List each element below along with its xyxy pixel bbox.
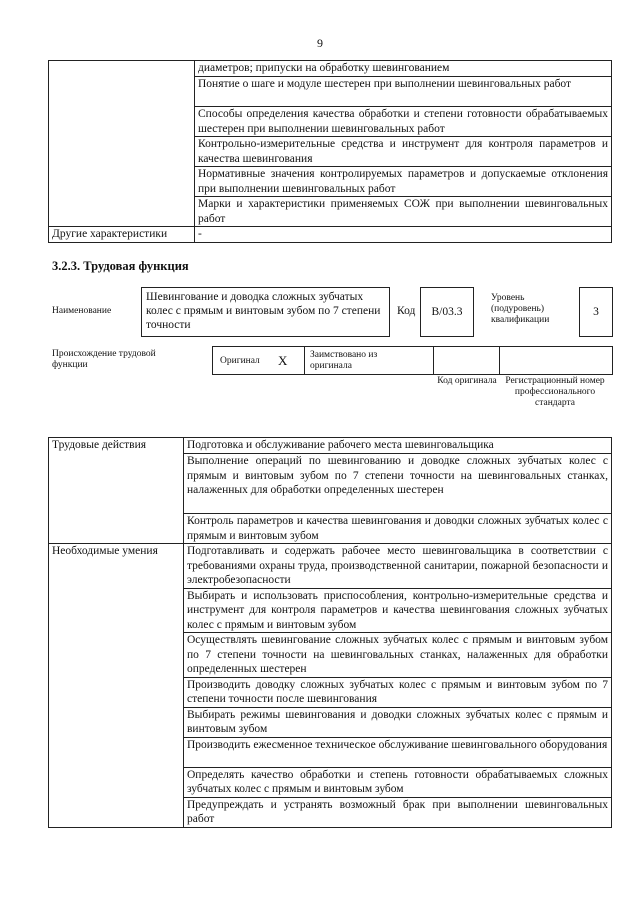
other-characteristics-value: - [195, 227, 612, 243]
divider [304, 347, 305, 374]
divider [499, 347, 500, 374]
registration-caption: Регистрационный номер профессионального стандарта [505, 376, 605, 408]
group-label: Трудовые действия [49, 438, 184, 544]
original-mark: X [278, 353, 288, 368]
table-cell: диаметров; припуски на обработку шевингованием [195, 61, 612, 77]
borrowed-label: Заимствовано из оригинала [310, 350, 378, 371]
table-cell: Осуществлять шевингование сложных зубчатых колес с прямым и винтовым зубом по 7 степени точности на шевинговальных станках, налаженных для обработки определенных шестерен [184, 633, 612, 678]
table-row [49, 438, 612, 454]
table-cell: Способы определения качества обработки и степени готовности обрабатываемых шестерен при выполнении шевинговальных работ [195, 107, 612, 137]
table-cell: Выбирать режимы шевингования и доводки сложных зубчатых колес с прямым и винтовым зубом [184, 707, 612, 737]
labor-actions-table [48, 437, 612, 828]
table-row [49, 544, 612, 589]
table-cell: Производить доводку сложных зубчатых колес с прямым и винтовым зубом по 7 степени точности после шевингования [184, 677, 612, 707]
table-cell: Подготавливать и содержать рабочее место шевинговальщика в соответствии с требованиями охраны труда, производственной санитарии, пожарной безопасности и электробезопасности [184, 544, 612, 589]
table-cell: Марки и характеристики применяемых СОЖ при выполнении шевинговальных работ [195, 197, 612, 227]
table-cell: Подготовка и обслуживание рабочего места шевинговальщика [184, 438, 612, 454]
divider [433, 347, 434, 374]
page-number: 9 [317, 36, 323, 50]
table-cell: Выбирать и использовать приспособления, контрольно-измерительные средства и инструмент для контроля параметров и качества шевингования сложных зубчатых колес с прямым и винтовым зубом [184, 588, 612, 633]
function-name-box [141, 287, 390, 337]
level-value-box [579, 287, 613, 337]
other-characteristics-label: Другие характеристики [49, 227, 195, 243]
table-cell: Контрольно-измерительные средства и инструмент для контроля параметров и качества шевингования [195, 137, 612, 167]
group-label: Необходимые умения [49, 544, 184, 828]
table-label-cell [49, 61, 195, 227]
table-row [49, 227, 612, 243]
code-value: B/03.3 [431, 306, 463, 318]
table-cell: Производить ежесменное техническое обслуживание шевинговального оборудования [184, 737, 612, 767]
knowledge-table [48, 60, 612, 243]
table-cell: Контроль параметров и качества шевингования и доводки сложных зубчатых колес с прямым и винтовым зубом [184, 514, 612, 544]
original-label: Оригинал [220, 356, 260, 366]
table-cell: Понятие о шаге и модуле шестерен при выполнении шевинговальных работ [195, 77, 612, 107]
level-label: Уровень (подуровень) квалификации [491, 293, 550, 325]
table-cell: Выполнение операций по шевингованию и доводке сложных зубчатых колес с прямым и винтовым зубом по 7 степени точности на шевинговальных станках, налаженных для обработки определенных шестерен [184, 454, 612, 514]
code-value-box [420, 287, 474, 337]
table-row [49, 61, 612, 77]
table-cell: Определять качество обработки и степень готовности обрабатываемых сложных зубчатых колес с прямым и винтовым зубом [184, 767, 612, 797]
origin-label: Происхождение трудовой функции [52, 349, 156, 370]
code-original-caption: Код оригинала [437, 376, 497, 386]
code-label: Код [397, 305, 416, 317]
table-cell: Нормативные значения контролируемых параметров и допускаемые отклонения при выполнении шевинговальных работ [195, 167, 612, 197]
table-cell: Предупреждать и устранять возможный брак при выполнении шевинговальных работ [184, 797, 612, 827]
section-heading: 3.2.3. Трудовая функция [52, 259, 189, 273]
origin-box [212, 346, 613, 375]
function-name: Шевингование и доводка сложных зубчатых колес с прямым и винтовым зубом по 7 степени точности [146, 291, 381, 331]
name-label: Наименование [52, 306, 112, 316]
level-value: 3 [593, 306, 599, 318]
